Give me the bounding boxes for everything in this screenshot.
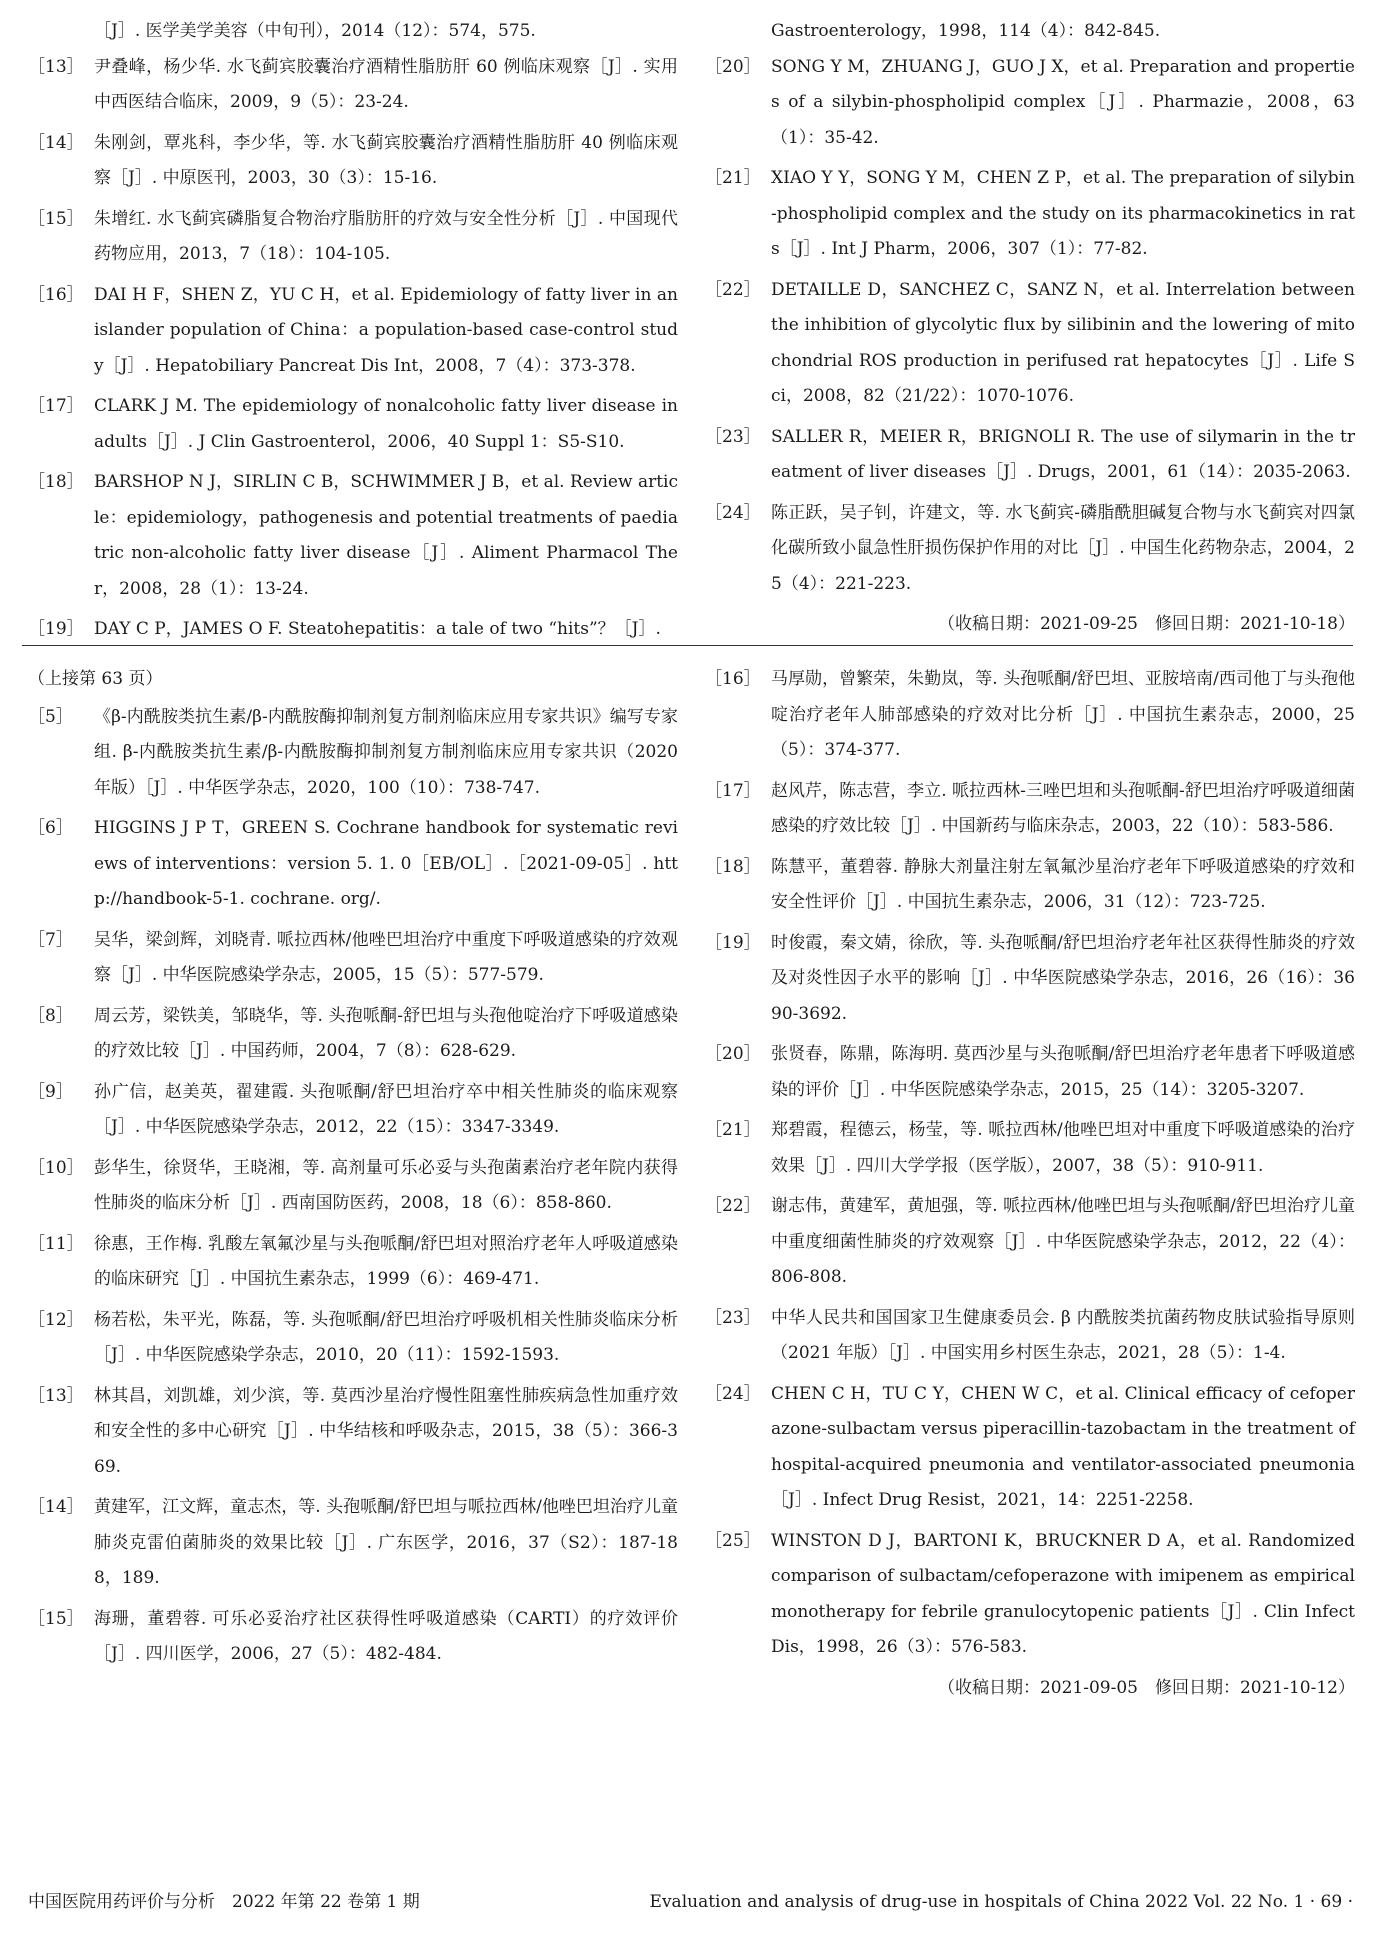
reference-text: 周云芳，梁铁美，邹晓华，等. 头孢哌酮-舒巴坦与头孢他啶治疗下呼吸道感染的疗效比较［J］. 中国药师，2004，7（8）：628-629. <box>94 1005 678 1061</box>
reference-item <box>28 811 678 918</box>
reference-number: ［9］ <box>28 1081 73 1102</box>
reference-list <box>28 700 678 1673</box>
reference-text: DAY C P，JAMES O F. Steatohepatitis：a tale of two “hits”？［J］. <box>94 619 661 639</box>
reference-item <box>705 273 1355 415</box>
reference-number: ［13］ <box>28 56 84 77</box>
reference-number: ［16］ <box>705 669 761 689</box>
reference-item <box>705 774 1355 845</box>
footer-journal-en: Evaluation and analysis of drug-use in hospitals of China 2022 Vol. 22 No. 1 · 69 · <box>649 1892 1353 1912</box>
reference-item <box>705 1377 1355 1519</box>
reference-text: WINSTON D J，BARTONI K，BRUCKNER D A，et al. Randomized comparison of sulbactam/cefoperazone with imipenem as empirical monotherapy for febrile granulocytopenic patients［J］. Clin Infect Dis，1998，26（3）：576-583. <box>771 1530 1355 1657</box>
reference-text: SALLER R，MEIER R，BRIGNOLI R. The use of silymarin in the treatment of liver diseases［J］. Drugs，2001，61（14）：2035-2063. <box>771 426 1355 482</box>
reference-number: ［14］ <box>28 1497 84 1517</box>
reference-list <box>28 50 678 648</box>
reference-item <box>28 202 678 273</box>
reference-number: ［23］ <box>705 1307 761 1328</box>
reference-number: ［5］ <box>28 706 73 727</box>
reference-number: ［20］ <box>705 1044 761 1064</box>
reference-text: CLARK J M. The epidemiology of nonalcoholic fatty liver disease in adults［J］. J Clin Gastroenterol，2006，40 Suppl 1：S5-S10. <box>94 396 678 452</box>
reference-number: ［18］ <box>28 472 84 492</box>
reference-item <box>705 850 1355 921</box>
reference-item <box>28 1303 678 1374</box>
reference-item <box>28 923 678 994</box>
reference-number: ［16］ <box>28 284 84 305</box>
reference-text: 彭华生，徐贤华，王晓湘，等. 高剂量可乐必妥与头孢菌素治疗老年院内获得性肺炎的临床分析［J］. 西南国防医药，2008，18（6）：858-860. <box>94 1157 678 1213</box>
reference-number: ［6］ <box>28 818 73 838</box>
reference-item <box>705 420 1355 491</box>
reference-number: ［8］ <box>28 1005 73 1026</box>
reference-list <box>705 50 1355 603</box>
reference-number: ［17］ <box>705 780 761 801</box>
reference-text: 徐惠，王作梅. 乳酸左氧氟沙星与头孢哌酮/舒巴坦对照治疗老年人呼吸道感染的临床研究［J］. 中国抗生素杂志，1999（6）：469-471. <box>94 1233 678 1289</box>
reference-text: 陈慧平，董碧蓉. 静脉大剂量注射左氧氟沙星治疗老年下呼吸道感染的疗效和安全性评价［J］. 中国抗生素杂志，2006，31（12）：723-725. <box>771 856 1355 912</box>
reference-number: ［24］ <box>705 502 761 523</box>
section-divider <box>22 645 1353 646</box>
reference-text: 杨若松，朱平光，陈磊，等. 头孢哌酮/舒巴坦治疗呼吸机相关性肺炎临床分析［J］. 中华医院感染学杂志，2010，20（11）：1592-1593. <box>94 1309 678 1365</box>
reference-item <box>705 1113 1355 1184</box>
bottom-left-column <box>28 662 678 1678</box>
reference-item <box>705 1301 1355 1372</box>
reference-item <box>28 389 678 460</box>
bottom-right-column <box>705 662 1355 1706</box>
reference-text: 尹叠峰，杨少华. 水飞蓟宾胶囊治疗酒精性脂肪肝 60 例临床观察［J］. 实用中西医结合临床，2009，9（5）：23-24. <box>94 56 678 112</box>
reference-item <box>705 1524 1355 1666</box>
reference-number: ［10］ <box>28 1157 84 1178</box>
reference-text: 中华人民共和国国家卫生健康委员会. β 内酰胺类抗菌药物皮肤试验指导原则（2021 年版）［J］. 中国实用乡村医生杂志，2021，28（5）：1-4. <box>771 1307 1355 1363</box>
reference-text: 张贤春，陈鼎，陈海明. 莫西沙星与头孢哌酮/舒巴坦治疗老年患者下呼吸道感染的评价［J］. 中华医院感染学杂志，2015，25（14）：3205-3207. <box>771 1044 1355 1100</box>
reference-number: ［21］ <box>705 1120 761 1140</box>
reference-item <box>28 1602 678 1673</box>
reference-list <box>705 662 1355 1666</box>
reference-continuation: ［J］. 医学美学美容（中旬刊），2014（12）：574，575. <box>94 21 536 41</box>
reference-number: ［14］ <box>28 132 84 153</box>
reference-text: SONG Y M，ZHUANG J，GUO J X，et al. Preparation and properties of a silybin-phospholipid complex［J］. Pharmazie，2008，63（1）：35-42. <box>771 56 1355 148</box>
reference-number: ［22］ <box>705 1196 761 1216</box>
reference-number: ［17］ <box>28 396 84 416</box>
reference-number: ［19］ <box>28 619 84 639</box>
reference-number: ［7］ <box>28 929 73 950</box>
reference-text: DAI H F，SHEN Z，YU C H，et al. Epidemiology of fatty liver in an islander population of China：a population-based case-control study［J］. Hepatobiliary Pancreat Dis Int，2008，7（4）：373-378. <box>94 284 678 376</box>
reference-text: 孙广信，赵美英，翟建霞. 头孢哌酮/舒巴坦治疗卒中相关性肺炎的临床观察［J］. 中华医院感染学杂志，2012，22（15）：3347-3349. <box>94 1081 678 1137</box>
reference-number: ［11］ <box>28 1233 84 1254</box>
reference-text: 海珊，董碧蓉. 可乐必妥治疗社区获得性呼吸道感染（CARTI）的疗效评价［J］. 四川医学，2006，27（5）：482-484. <box>94 1608 678 1664</box>
reference-item <box>705 496 1355 603</box>
reference-item <box>28 50 678 121</box>
reference-text: 吴华，梁剑辉，刘晓青. 哌拉西林/他唑巴坦治疗中重度下呼吸道感染的疗效观察［J］. 中华医院感染学杂志，2005，15（5）：577-579. <box>94 929 678 985</box>
reference-item <box>28 999 678 1070</box>
reference-item <box>28 1075 678 1146</box>
reference-number: ［19］ <box>705 932 761 953</box>
received-revised-dates: （收稿日期：2021-09-25 修回日期：2021-10-18） <box>937 614 1355 634</box>
reference-text: 赵风芹，陈志营，李立. 哌拉西林-三唑巴坦和头孢哌酮-舒巴坦治疗呼吸道细菌感染的疗效比较［J］. 中国新药与临床杂志，2003，22（10）：583-586. <box>771 780 1355 836</box>
reference-text: 林其昌，刘凯雄，刘少滨，等. 莫西沙星治疗慢性阻塞性肺疾病急性加重疗效和安全性的多中心研究［J］. 中华结核和呼吸杂志，2015，38（5）：366-369. <box>94 1385 678 1477</box>
reference-text: 黄建军，江文辉，童志杰，等. 头孢哌酮/舒巴坦与哌拉西林/他唑巴坦治疗儿童肺炎克雷伯菌肺炎的效果比较［J］. 广东医学，2016，37（S2）：187-188，189. <box>94 1497 678 1588</box>
reference-number: ［22］ <box>705 279 761 300</box>
reference-item <box>705 662 1355 769</box>
reference-number: ［18］ <box>705 856 761 877</box>
reference-text: 时俊霞，秦文婧，徐欣，等. 头孢哌酮/舒巴坦治疗老年社区获得性肺炎的疗效及对炎性因子水平的影响［J］. 中华医院感染学杂志，2016，26（16）：3690-3692. <box>771 932 1355 1024</box>
reference-number: ［13］ <box>28 1385 84 1406</box>
reference-item <box>28 465 678 607</box>
reference-text: 朱增红. 水飞蓟宾磷脂复合物治疗脂肪肝的疗效与安全性分析［J］. 中国现代药物应用，2013，7（18）：104-105. <box>94 208 678 264</box>
reference-item <box>28 700 678 807</box>
footer-journal-cn: 中国医院用药评价与分析 2022 年第 22 卷第 1 期 <box>28 1892 420 1912</box>
reference-item <box>705 926 1355 1033</box>
reference-text: DETAILLE D，SANCHEZ C，SANZ N，et al. Interrelation between the inhibition of glycolytic flux by silibinin and the lowering of mitochondrial ROS production in perifused rat hepatocytes［J］. Life Sci，2008，82（21/22）：1070-1076. <box>771 279 1355 406</box>
reference-item <box>28 612 678 648</box>
reference-item <box>28 278 678 385</box>
reference-text: 谢志伟，黄建军，黄旭强，等. 哌拉西林/他唑巴坦与头孢哌酮/舒巴坦治疗儿童中重度细菌性肺炎的疗效观察［J］. 中华医院感染学杂志，2012，22（4）：806-808. <box>771 1196 1355 1287</box>
top-right-column <box>705 14 1355 643</box>
reference-number: ［23］ <box>705 426 761 447</box>
reference-item <box>28 126 678 197</box>
reference-item <box>705 50 1355 157</box>
reference-number: ［24］ <box>705 1383 761 1404</box>
reference-text: 朱刚剑，覃兆科，李少华，等. 水飞蓟宾胶囊治疗酒精性脂肪肝 40 例临床观察［J］. 中原医刊，2003，30（3）：15-16. <box>94 132 678 188</box>
reference-item <box>705 1189 1355 1296</box>
reference-item <box>705 161 1355 268</box>
reference-number: ［21］ <box>705 168 761 188</box>
reference-number: ［15］ <box>28 1608 84 1629</box>
reference-number: ［20］ <box>705 56 761 77</box>
reference-text: 陈正跃，吴子钊，许建文，等. 水飞蓟宾-磷脂酰胆碱复合物与水飞蓟宾对四氯化碳所致小鼠急性肝损伤保护作用的对比［J］. 中国生化药物杂志，2004，25（4）：221-223. <box>771 502 1355 594</box>
reference-item <box>705 1037 1355 1108</box>
reference-item <box>28 1151 678 1222</box>
reference-text: XIAO Y Y，SONG Y M，CHEN Z P，et al. The preparation of silybin-phospholipid complex and the study on its pharmacokinetics in rats［J］. Int J Pharm，2006，307（1）：77-82. <box>771 168 1355 259</box>
reference-number: ［12］ <box>28 1309 84 1330</box>
reference-item <box>28 1490 678 1597</box>
reference-number: ［25］ <box>705 1530 761 1551</box>
reference-text: 《β-内酰胺类抗生素/β-内酰胺酶抑制剂复方制剂临床应用专家共识》编写专家组. β-内酰胺类抗生素/β-内酰胺酶抑制剂复方制剂临床应用专家共识（2020 年版）［J］. 中华医学杂志，2020，100（10）：738-747. <box>94 706 678 798</box>
reference-number: ［15］ <box>28 208 84 229</box>
reference-continuation: Gastroenterology，1998，114（4）：842-845. <box>771 21 1161 41</box>
reference-text: 郑碧霞，程德云，杨莹，等. 哌拉西林/他唑巴坦对中重度下呼吸道感染的治疗效果［J］. 四川大学学报（医学版），2007，38（5）：910-911. <box>771 1120 1355 1176</box>
reference-text: BARSHOP N J，SIRLIN C B，SCHWIMMER J B，et al. Review article：epidemiology，pathogenesis and potential treatments of paediatric non-alcoholic fatty liver disease［J］. Aliment Pharmacol Ther，2008，28（1）：13-24. <box>94 472 678 599</box>
reference-text: CHEN C H，TU C Y，CHEN W C，et al. Clinical efficacy of cefoperazone-sulbactam versus piperacillin-tazobactam in the treatment of hospital-acquired pneumonia and ventilator-associated pneumonia［J］. Infect Drug Resist，2021，14：2251-2258. <box>771 1383 1355 1510</box>
received-revised-dates: （收稿日期：2021-09-05 修回日期：2021-10-12） <box>937 1677 1355 1698</box>
top-left-column <box>28 14 678 653</box>
continued-from-note: （上接第 63 页） <box>28 669 163 689</box>
reference-item <box>28 1379 678 1486</box>
reference-text: 马厚勋，曾繁荣，朱勤岚，等. 头孢哌酮/舒巴坦、亚胺培南/西司他丁与头孢他啶治疗老年人肺部感染的疗效对比分析［J］. 中国抗生素杂志，2000，25（5）：374-377. <box>771 669 1355 760</box>
reference-text: HIGGINS J P T，GREEN S. Cochrane handbook for systematic reviews of interventions：version 5. 1. 0［EB/OL］.［2021-09-05］. http://handbook-5-1. cochrane. org/. <box>94 818 678 909</box>
reference-item <box>28 1227 678 1298</box>
